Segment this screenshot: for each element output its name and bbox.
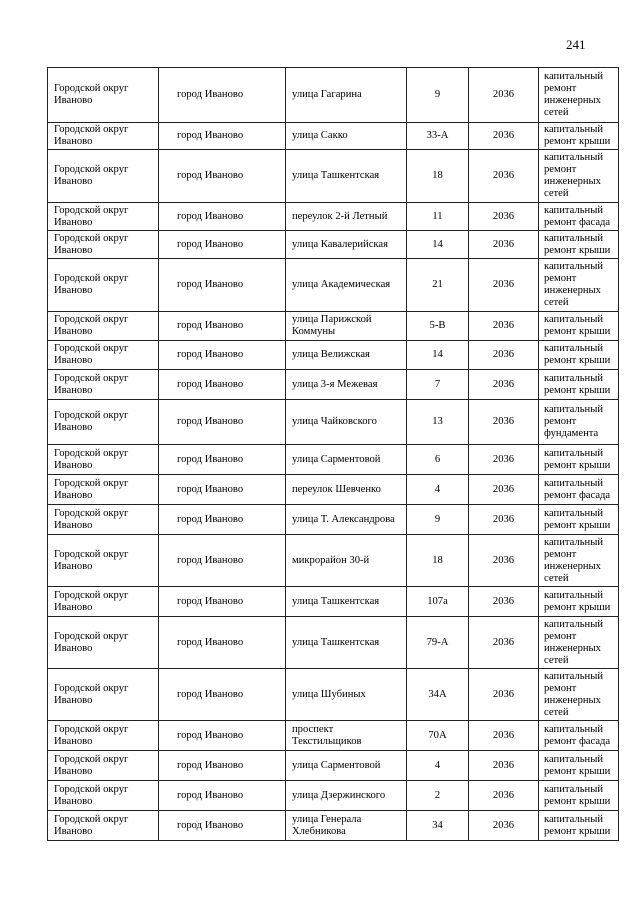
house-number-cell: 18 [407,150,469,203]
table-row [48,535,619,587]
table-row [48,341,619,370]
house-number-cell: 107а [407,587,469,617]
city-cell: город Иваново [159,587,286,617]
city-cell: город Иваново [159,312,286,341]
house-number-cell: 4 [407,475,469,505]
district-cell: Городской округ Иваново [48,123,159,150]
street-cell: улица 3-я Межевая [286,370,407,400]
house-number-cell: 79-А [407,617,469,669]
table-row [48,669,619,721]
work-type-cell: капитальный ремонт инженерных сетей [539,150,619,203]
street-cell: улица Дзержинского [286,781,407,811]
city-cell: город Иваново [159,669,286,721]
street-cell: улица Парижской Коммуны [286,312,407,341]
district-cell: Городской округ Иваново [48,68,159,123]
year-cell: 2036 [469,669,539,721]
year-cell: 2036 [469,445,539,475]
street-cell: проспект Текстильщиков [286,721,407,751]
district-cell: Городской округ Иваново [48,535,159,587]
district-cell: Городской округ Иваново [48,341,159,370]
house-number-cell: 9 [407,68,469,123]
year-cell: 2036 [469,259,539,312]
street-cell: улица Сарментовой [286,445,407,475]
table-row [48,751,619,781]
city-cell: город Иваново [159,68,286,123]
year-cell: 2036 [469,68,539,123]
year-cell: 2036 [469,475,539,505]
work-type-cell: капитальный ремонт крыши [539,751,619,781]
work-type-cell: капитальный ремонт крыши [539,445,619,475]
district-cell: Городской округ Иваново [48,751,159,781]
city-cell: город Иваново [159,203,286,231]
year-cell: 2036 [469,811,539,841]
house-number-cell: 21 [407,259,469,312]
city-cell: город Иваново [159,259,286,312]
house-number-cell: 14 [407,341,469,370]
year-cell: 2036 [469,617,539,669]
table-row [48,505,619,535]
house-number-cell: 14 [407,231,469,259]
house-number-cell: 34 [407,811,469,841]
house-number-cell: 11 [407,203,469,231]
street-cell: улица Шубиных [286,669,407,721]
work-type-cell: капитальный ремонт инженерных сетей [539,259,619,312]
house-number-cell: 2 [407,781,469,811]
district-cell: Городской округ Иваново [48,400,159,445]
table-row [48,370,619,400]
house-number-cell: 70А [407,721,469,751]
city-cell: город Иваново [159,721,286,751]
city-cell: город Иваново [159,231,286,259]
table-row [48,781,619,811]
city-cell: город Иваново [159,617,286,669]
district-cell: Городской округ Иваново [48,781,159,811]
year-cell: 2036 [469,400,539,445]
district-cell: Городской округ Иваново [48,505,159,535]
district-cell: Городской округ Иваново [48,203,159,231]
work-type-cell: капитальный ремонт инженерных сетей [539,669,619,721]
year-cell: 2036 [469,231,539,259]
city-cell: город Иваново [159,370,286,400]
house-number-cell: 33-А [407,123,469,150]
district-cell: Городской округ Иваново [48,587,159,617]
district-cell: Городской округ Иваново [48,312,159,341]
district-cell: Городской округ Иваново [48,475,159,505]
district-cell: Городской округ Иваново [48,231,159,259]
table-row [48,123,619,150]
year-cell: 2036 [469,312,539,341]
street-cell: улица Ташкентская [286,587,407,617]
work-type-cell: капитальный ремонт крыши [539,123,619,150]
table-row [48,587,619,617]
page-number: 241 [566,37,586,52]
house-number-cell: 7 [407,370,469,400]
street-cell: улица Академическая [286,259,407,312]
table-body [48,68,619,841]
street-cell: улица Велижская [286,341,407,370]
table-row [48,231,619,259]
street-cell: улица Сакко [286,123,407,150]
table-row [48,721,619,751]
city-cell: город Иваново [159,150,286,203]
year-cell: 2036 [469,535,539,587]
city-cell: город Иваново [159,751,286,781]
city-cell: город Иваново [159,123,286,150]
district-cell: Городской округ Иваново [48,445,159,475]
work-type-cell: капитальный ремонт фасада [539,721,619,751]
street-cell: улица Кавалерийская [286,231,407,259]
house-number-cell: 6 [407,445,469,475]
street-cell: улица Гагарина [286,68,407,123]
house-number-cell: 13 [407,400,469,445]
city-cell: город Иваново [159,341,286,370]
work-type-cell: капитальный ремонт крыши [539,811,619,841]
city-cell: город Иваново [159,781,286,811]
work-type-cell: капитальный ремонт крыши [539,505,619,535]
house-number-cell: 4 [407,751,469,781]
district-cell: Городской округ Иваново [48,721,159,751]
district-cell: Городской округ Иваново [48,150,159,203]
work-type-cell: капитальный ремонт крыши [539,231,619,259]
district-cell: Городской округ Иваново [48,259,159,312]
repair-schedule-table [47,67,619,841]
table-row [48,150,619,203]
year-cell: 2036 [469,751,539,781]
year-cell: 2036 [469,781,539,811]
table-row [48,400,619,445]
work-type-cell: капитальный ремонт крыши [539,587,619,617]
table-row [48,68,619,123]
street-cell: улица Генерала Хлебникова [286,811,407,841]
table-row [48,617,619,669]
house-number-cell: 18 [407,535,469,587]
street-cell: переулок Шевченко [286,475,407,505]
work-type-cell: капитальный ремонт инженерных сетей [539,68,619,123]
city-cell: город Иваново [159,400,286,445]
house-number-cell: 34А [407,669,469,721]
year-cell: 2036 [469,341,539,370]
table-row [48,475,619,505]
district-cell: Городской округ Иваново [48,617,159,669]
city-cell: город Иваново [159,475,286,505]
table-row [48,811,619,841]
street-cell: улица Т. Александрова [286,505,407,535]
year-cell: 2036 [469,370,539,400]
work-type-cell: капитальный ремонт фундамента [539,400,619,445]
work-type-cell: капитальный ремонт крыши [539,370,619,400]
table-row [48,312,619,341]
work-type-cell: капитальный ремонт инженерных сетей [539,617,619,669]
work-type-cell: капитальный ремонт фасада [539,475,619,505]
city-cell: город Иваново [159,505,286,535]
year-cell: 2036 [469,123,539,150]
year-cell: 2036 [469,203,539,231]
city-cell: город Иваново [159,445,286,475]
table-row [48,445,619,475]
street-cell: улица Ташкентская [286,617,407,669]
table-row [48,259,619,312]
work-type-cell: капитальный ремонт крыши [539,341,619,370]
city-cell: город Иваново [159,811,286,841]
street-cell: переулок 2-й Летный [286,203,407,231]
year-cell: 2036 [469,150,539,203]
city-cell: город Иваново [159,535,286,587]
work-type-cell: капитальный ремонт крыши [539,781,619,811]
street-cell: улица Сарментовой [286,751,407,781]
work-type-cell: капитальный ремонт инженерных сетей [539,535,619,587]
year-cell: 2036 [469,721,539,751]
street-cell: улица Чайковского [286,400,407,445]
work-type-cell: капитальный ремонт крыши [539,312,619,341]
year-cell: 2036 [469,587,539,617]
district-cell: Городской округ Иваново [48,370,159,400]
street-cell: улица Ташкентская [286,150,407,203]
district-cell: Городской округ Иваново [48,669,159,721]
district-cell: Городской округ Иваново [48,811,159,841]
year-cell: 2036 [469,505,539,535]
work-type-cell: капитальный ремонт фасада [539,203,619,231]
house-number-cell: 9 [407,505,469,535]
street-cell: микрорайон 30-й [286,535,407,587]
table-row [48,203,619,231]
house-number-cell: 5-В [407,312,469,341]
